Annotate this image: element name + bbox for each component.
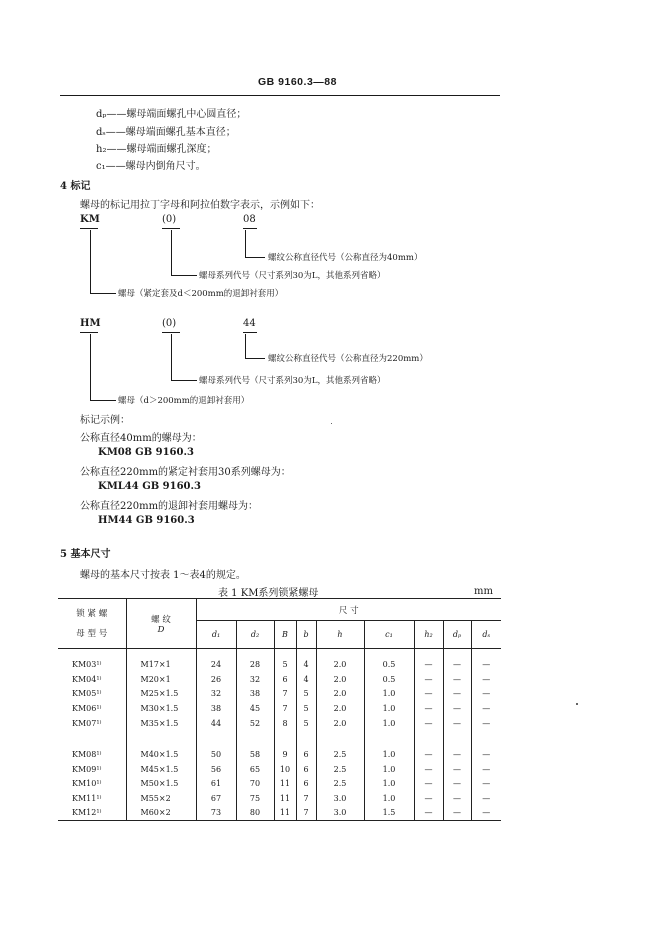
col-header-thread-label: 螺 纹 (151, 614, 171, 625)
ex1-code-underline (80, 228, 98, 229)
table-cell: 2.5 (316, 747, 364, 762)
sub-header-cell: d₁ (196, 621, 236, 649)
table-spacer-cell (236, 649, 274, 658)
table-spacer-cell (364, 738, 414, 747)
table-row (58, 658, 501, 673)
header-rule (60, 95, 500, 96)
table-row (58, 716, 501, 731)
table-cell: M35×1.5 (126, 716, 196, 731)
sub-header-cell: h₂ (414, 621, 443, 649)
table-spacer-cell (126, 649, 196, 658)
table-cell: — (471, 806, 501, 821)
ex1-series-connector-h (171, 275, 197, 276)
table-cell: 6 (296, 747, 316, 762)
table-cell: 6 (296, 762, 316, 777)
table-cell: — (443, 672, 471, 687)
table-cell: 9 (274, 747, 296, 762)
table-cell: 24 (196, 658, 236, 673)
example-3-desc: 公称直径220mm的退卸衬套用螺母为： (80, 501, 259, 512)
table-spacer-cell (471, 649, 501, 658)
table-cell: — (414, 672, 443, 687)
section-5-title: 5 基本尺寸 (60, 549, 111, 560)
table-cell: — (414, 806, 443, 821)
sub-header-cell: h (316, 621, 364, 649)
table-spacer-cell (316, 649, 364, 658)
examples-title: 标记示例： (80, 415, 130, 426)
section-5-intro: 螺母的基本尺寸按表 1～表4的规定。 (80, 570, 246, 581)
col-header-dimensions: 尺 寸 (196, 599, 501, 621)
ex1-series: (0) (162, 214, 177, 225)
table-cell: M17×1 (126, 658, 196, 673)
table-cell: 4 (296, 672, 316, 687)
table-spacer-cell (126, 738, 196, 747)
table-cell: M50×1.5 (126, 777, 196, 792)
ex2-code-connector-v (90, 334, 91, 400)
table-cell: 28 (236, 658, 274, 673)
table-cell: M45×1.5 (126, 762, 196, 777)
table-spacer-cell (196, 730, 236, 738)
table-cell: 1.0 (364, 716, 414, 731)
ex2-code-underline (80, 332, 98, 333)
table-cell: 61 (196, 777, 236, 792)
ex1-size-underline (243, 228, 257, 229)
ex1-code-connector-v (90, 230, 91, 293)
table-cell: M20×1 (126, 672, 196, 687)
table-cell: 1.0 (364, 762, 414, 777)
table-cell: M40×1.5 (126, 747, 196, 762)
table-cell: 73 (196, 806, 236, 821)
table-cell: — (443, 701, 471, 716)
ex1-size-desc: 螺纹公称直径代号（公称直径为40mm） (268, 253, 423, 263)
table-spacer-cell (196, 649, 236, 658)
table-spacer-cell (196, 738, 236, 747)
ex2-series: (0) (162, 318, 177, 329)
table-cell: 11 (274, 791, 296, 806)
example-3-mark: HM44 GB 9160.3 (98, 515, 195, 526)
col-header-thread (126, 599, 196, 649)
table-cell: — (414, 791, 443, 806)
table-cell: 2.0 (316, 701, 364, 716)
sub-header-cell: B (274, 621, 296, 649)
table-cell: 50 (196, 747, 236, 762)
ex2-size-underline (243, 332, 257, 333)
page-header: GB 9160.3—88 (258, 76, 337, 88)
section-4-intro: 螺母的标记用拉丁字母和阿拉伯数字表示，示例如下： (80, 200, 320, 211)
table-group-1 (58, 649, 501, 739)
def-c1: c₁——螺母内倒角尺寸。 (96, 161, 206, 172)
table-cell: KM08¹⁾ (58, 747, 126, 762)
table-row (58, 791, 501, 806)
table-spacer-cell (414, 730, 443, 738)
table-spacer-cell (443, 649, 471, 658)
col-header-thread-symbol: D (157, 624, 165, 635)
table-cell: 5 (296, 701, 316, 716)
table-unit: mm (474, 586, 493, 597)
ex2-series-underline (162, 332, 180, 333)
example-1-desc: 公称直径40mm的螺母为： (80, 433, 202, 444)
table-row (58, 747, 501, 762)
table-row (58, 672, 501, 687)
ex2-code: HM (80, 318, 101, 329)
table-spacer-row (58, 730, 501, 738)
sub-header-cell: dₚ (443, 621, 471, 649)
ex1-series-connector-v (171, 230, 172, 275)
table-cell: — (443, 658, 471, 673)
table-cell: — (482, 718, 491, 728)
table-cell: — (443, 806, 471, 821)
table-cell: — (414, 777, 443, 792)
table-cell: 56 (196, 762, 236, 777)
table-spacer-cell (274, 738, 296, 747)
table-cell: 32 (196, 687, 236, 702)
table-spacer-cell (126, 730, 196, 738)
section-4-title: 4 标记 (60, 181, 91, 192)
sub-header-cell: c₁ (364, 621, 414, 649)
table-spacer-cell (414, 738, 443, 747)
table-spacer-cell (58, 730, 126, 738)
col-header-type: 锁 紧 螺 母 型 号 (58, 599, 126, 649)
table-cell: — (414, 762, 443, 777)
table-cell: — (414, 658, 443, 673)
table-cell: KM09¹⁾ (58, 762, 126, 777)
table-spacer-row (58, 649, 501, 658)
table-cell: 5 (296, 716, 316, 731)
table-cell: 70 (236, 777, 274, 792)
table-spacer-cell (274, 730, 296, 738)
km-series-table (58, 598, 501, 821)
table-spacer-cell (58, 738, 126, 747)
table-cell: KM07¹⁾ (58, 716, 126, 731)
table-spacer-cell (274, 649, 296, 658)
table-cell: — (482, 689, 491, 699)
table-spacer-cell (296, 649, 316, 658)
table-cell: — (443, 687, 471, 702)
table-spacer-cell (316, 730, 364, 738)
table-cell: 38 (196, 701, 236, 716)
ex1-code: KM (80, 214, 100, 225)
table-cell: 58 (236, 747, 274, 762)
table-cell: 3.0 (316, 791, 364, 806)
ex1-size-connector-v (245, 230, 246, 257)
table-row (58, 701, 501, 716)
table-spacer-row (58, 738, 501, 747)
sub-header-cell: dₛ (471, 621, 501, 649)
table-cell: 2.0 (316, 672, 364, 687)
ex1-code-desc: 螺母（紧定套及d＜200mm的退卸衬套用） (118, 289, 284, 299)
table-caption: 表 1 KM系列锁紧螺母 (218, 588, 319, 599)
table-cell: 38 (236, 687, 274, 702)
table-cell: 32 (236, 672, 274, 687)
ex1-series-desc: 螺母系列代号（尺寸系列30为L，其他系列省略） (199, 271, 386, 281)
table-cell: — (482, 674, 491, 684)
table-cell: — (482, 704, 491, 714)
sub-header-cell: d₂ (236, 621, 274, 649)
table-cell: KM03¹⁾ (58, 658, 126, 673)
ex2-code-desc: 螺母（d＞200mm的退卸衬套用） (118, 396, 250, 406)
table-spacer-cell (296, 730, 316, 738)
table-cell: — (482, 750, 491, 760)
def-h2: h₂——螺母端面螺孔深度； (96, 144, 217, 155)
table-cell: 2.0 (316, 716, 364, 731)
table-cell: 10 (274, 762, 296, 777)
table-cell: 45 (236, 701, 274, 716)
table-row (58, 777, 501, 792)
table-row (58, 806, 501, 821)
table-cell: 7 (274, 687, 296, 702)
table-cell: — (482, 779, 491, 789)
table-cell: 8 (274, 716, 296, 731)
table-cell: 2.0 (316, 658, 364, 673)
table-cell: — (482, 660, 491, 670)
table-cell: 0.5 (364, 672, 414, 687)
example-1-mark: KM08 GB 9160.3 (98, 447, 194, 458)
table-cell: 80 (236, 806, 274, 821)
table-cell: — (443, 747, 471, 762)
table-cell: 7 (274, 701, 296, 716)
sub-header-cell: b (296, 621, 316, 649)
table-cell: — (443, 791, 471, 806)
table-group-2 (58, 738, 501, 820)
table-row (58, 762, 501, 777)
ex2-code-connector-h (90, 400, 116, 401)
table-cell: 3.0 (316, 806, 364, 821)
ex1-size-connector-h (245, 257, 265, 258)
table-cell: — (482, 764, 491, 774)
table-cell: 26 (196, 672, 236, 687)
ex2-size: 44 (243, 318, 256, 329)
table-cell: 11 (274, 806, 296, 821)
table-cell: 75 (236, 791, 274, 806)
table-cell: 7 (296, 806, 316, 821)
def-ds: dₛ——螺母端面螺孔基本直径； (96, 127, 236, 138)
table-spacer-cell (364, 730, 414, 738)
table-cell: 1.0 (364, 791, 414, 806)
table-cell: 0.5 (364, 658, 414, 673)
ex1-code-connector-h (90, 293, 116, 294)
table-cell: 1.5 (364, 806, 414, 821)
table-cell: 2.0 (316, 687, 364, 702)
table-cell: 52 (236, 716, 274, 731)
ex1-series-underline (162, 228, 180, 229)
table-cell: M60×2 (126, 806, 196, 821)
table-cell: KM11¹⁾ (58, 791, 126, 806)
table-cell: — (443, 762, 471, 777)
table-cell: 65 (236, 762, 274, 777)
table-cell: 7 (296, 791, 316, 806)
table-spacer-cell (414, 649, 443, 658)
table-cell: 5 (296, 687, 316, 702)
table-cell: — (482, 794, 491, 804)
table-cell: 6 (296, 777, 316, 792)
ex2-size-connector-v (245, 334, 246, 358)
table-cell: 2.5 (316, 762, 364, 777)
table-cell: KM06¹⁾ (58, 701, 126, 716)
table-spacer-cell (58, 649, 126, 658)
def-dp: dₚ——螺母端面螺孔中心圆直径； (96, 109, 247, 120)
table-cell: — (443, 777, 471, 792)
table-cell: M30×1.5 (126, 701, 196, 716)
table-cell: 11 (274, 777, 296, 792)
table-cell: — (414, 701, 443, 716)
table-cell: — (414, 716, 443, 731)
table-spacer-cell (296, 738, 316, 747)
table-cell: 44 (196, 716, 236, 731)
table-spacer-cell (443, 738, 471, 747)
ex2-size-desc: 螺纹公称直径代号（公称直径为220mm） (268, 354, 428, 364)
table-cell: 67 (196, 791, 236, 806)
table-cell: KM12¹⁾ (58, 806, 126, 821)
ex2-size-connector-h (245, 358, 265, 359)
ex2-series-desc: 螺母系列代号（尺寸系列30为L，其他系列省略） (199, 376, 386, 386)
ex2-series-connector-v (171, 334, 172, 380)
table-cell: 1.0 (364, 687, 414, 702)
ex2-series-connector-h (171, 380, 197, 381)
table-cell: 1.0 (364, 777, 414, 792)
scan-speck (576, 703, 578, 705)
table-spacer-cell (471, 730, 501, 738)
table-cell: 2.5 (316, 777, 364, 792)
example-2-desc: 公称直径220mm的紧定衬套用30系列螺母为： (80, 467, 291, 478)
table-cell: — (443, 716, 471, 731)
table-cell: M55×2 (126, 791, 196, 806)
table-spacer-cell (316, 738, 364, 747)
table-spacer-cell (471, 738, 501, 747)
table-spacer-cell (443, 730, 471, 738)
table-cell: M25×1.5 (126, 687, 196, 702)
table-cell: — (414, 747, 443, 762)
table-cell: — (414, 687, 443, 702)
table-cell: 4 (296, 658, 316, 673)
table-cell: 5 (274, 658, 296, 673)
table-cell: 6 (274, 672, 296, 687)
table-cell: 1.0 (364, 747, 414, 762)
table-row (58, 687, 501, 702)
example-2-mark: KML44 GB 9160.3 (98, 481, 201, 492)
table-cell: KM10¹⁾ (58, 777, 126, 792)
table-cell: KM05¹⁾ (58, 687, 126, 702)
ex1-size: 08 (243, 214, 256, 225)
table-spacer-cell (236, 738, 274, 747)
table-spacer-cell (364, 649, 414, 658)
table-spacer-cell (236, 730, 274, 738)
scan-speck (331, 423, 332, 424)
table-cell: KM04¹⁾ (58, 672, 126, 687)
table-cell: 1.0 (364, 701, 414, 716)
